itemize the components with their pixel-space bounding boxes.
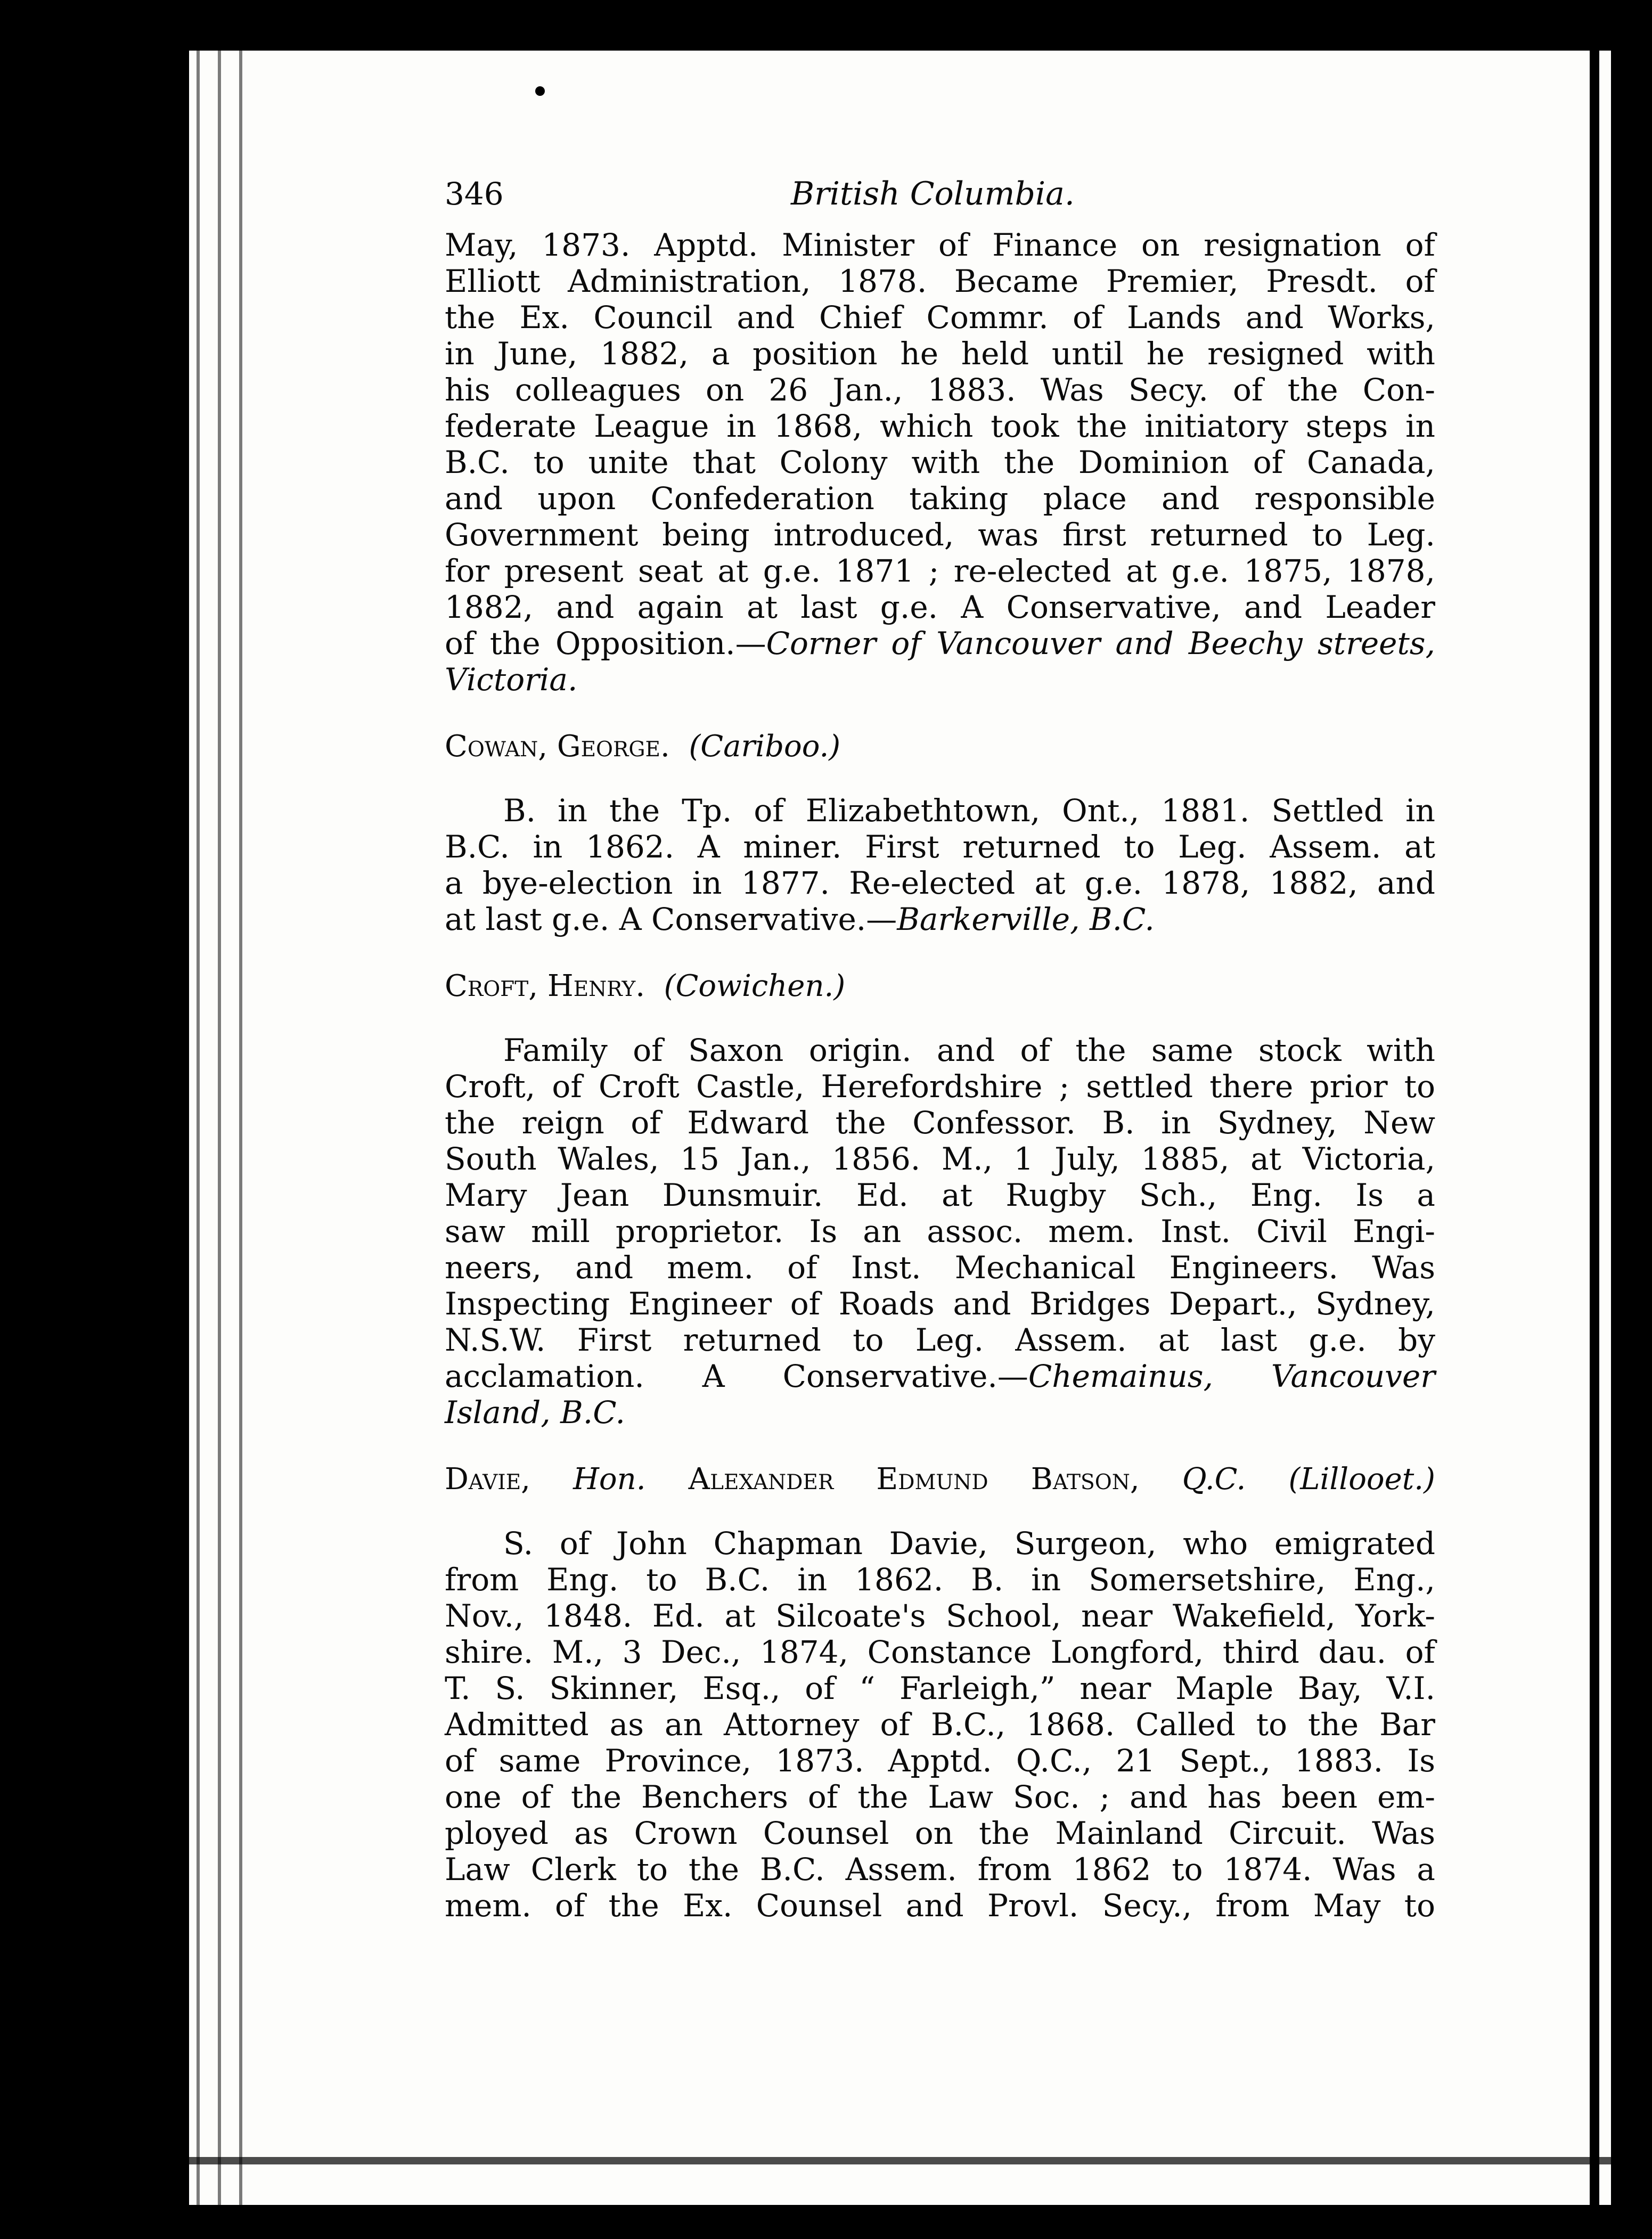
text-line: and upon Confederation taking place and responsible [445, 480, 1435, 517]
text-line: Mary Jean Dunsmuir. Ed. at Rugby Sch., Eng. Is a [445, 1177, 1435, 1213]
text-line [445, 1358, 1435, 1394]
text-line: South Wales, 15 Jan., 1856. M., 1 July, 1885, at Victoria, [445, 1141, 1435, 1177]
text-line: Inspecting Engineer of Roads and Bridges Depart., Sydney, [445, 1286, 1435, 1322]
text-line: shire. M., 3 Dec., 1874, Constance Longford, third dau. of [445, 1634, 1435, 1670]
address-italic: Island, B.C. [445, 1394, 625, 1431]
address-italic: Barkerville, B.C. [897, 901, 1155, 937]
continued-entry [445, 227, 1435, 698]
text-line: Family of Saxon origin. and of the same stock with [503, 1032, 1435, 1068]
entry-constituency: (Cariboo.) [689, 729, 841, 764]
entry-body-davie [445, 1525, 1435, 1924]
entry-constituency: (Lillooet.) [1288, 1462, 1435, 1497]
entry-name: Cowan, George. [445, 729, 670, 764]
entry-heading-davie [445, 1461, 1435, 1498]
address-italic: Corner of Vancouver and Beechy streets, [766, 625, 1435, 661]
text-line: 1882, and again at last g.e. A Conservative, and Leader [445, 589, 1435, 625]
entry-name: Davie, [445, 1462, 530, 1497]
line-plain: acclamation. A Conservative.— [445, 1358, 1028, 1394]
address-italic: Chemainus, Vancouver [1028, 1358, 1435, 1394]
text-line: in June, 1882, a position he held until he resigned with [445, 336, 1435, 372]
text-line: of same Province, 1873. Apptd. Q.C., 21 Sept., 1883. Is [445, 1743, 1435, 1779]
text-line: Admitted as an Attorney of B.C., 1868. Called to the Bar [445, 1706, 1435, 1743]
text-line: ployed as Crown Counsel on the Mainland Circuit. Was [445, 1815, 1435, 1851]
entry-name: Alexander Edmund Batson, [688, 1462, 1140, 1497]
address-italic: Victoria. [445, 661, 578, 698]
entry-body-cowan [445, 792, 1435, 937]
page-gutter [189, 51, 253, 2205]
text-line: B.C. to unite that Colony with the Dominion of Canada, [445, 444, 1435, 480]
text-line: Government being introduced, was first returned to Leg. [445, 517, 1435, 553]
text-line: Law Clerk to the B.C. Assem. from 1862 to 1874. Was a [445, 1851, 1435, 1887]
running-head [445, 176, 1435, 224]
entry-heading-cowan [445, 729, 1435, 765]
entry-honorific: Hon. [573, 1462, 646, 1497]
text-line [445, 901, 1435, 937]
text-line: Nov., 1848. Ed. at Silcoate's School, near Wakefield, York- [445, 1598, 1435, 1634]
bottom-page-edge [189, 2157, 1611, 2164]
text-line: one of the Benchers of the Law Soc. ; and has been em- [445, 1779, 1435, 1815]
page-text [445, 176, 1435, 1924]
right-page-edge [1590, 51, 1599, 2205]
text-line: the reign of Edward the Confessor. B. in Sydney, New [445, 1105, 1435, 1141]
text-line: S. of John Chapman Davie, Surgeon, who emigrated [503, 1525, 1435, 1562]
text-line: for present seat at g.e. 1871 ; re-elected at g.e. 1875, 1878, [445, 553, 1435, 589]
text-line: saw mill proprietor. Is an assoc. mem. Inst. Civil Engi- [445, 1213, 1435, 1249]
entry-constituency: (Cowichen.) [664, 969, 846, 1003]
running-title: British Columbia. [791, 175, 1075, 213]
text-line: mem. of the Ex. Counsel and Provl. Secy., from May to [445, 1887, 1435, 1924]
entry-qc: Q.C. [1182, 1462, 1246, 1497]
text-line: May, 1873. Apptd. Minister of Finance on resignation of [445, 227, 1435, 263]
entry-body-croft [445, 1032, 1435, 1431]
entry-heading-croft [445, 968, 1435, 1004]
text-line: N.S.W. First returned to Leg. Assem. at last g.e. by [445, 1322, 1435, 1358]
text-line: federate League in 1868, which took the initiatory steps in [445, 408, 1435, 444]
line-plain: of the Opposition.— [445, 625, 766, 661]
text-line: from Eng. to B.C. in 1862. B. in Somersetshire, Eng., [445, 1562, 1435, 1598]
ink-dot [535, 86, 545, 96]
text-line: the Ex. Council and Chief Commr. of Lands and Works, [445, 299, 1435, 336]
text-line: a bye-election in 1877. Re-elected at g.e. 1878, 1882, and [445, 865, 1435, 901]
line-plain: at last g.e. A Conservative.— [445, 901, 897, 937]
text-line: his colleagues on 26 Jan., 1883. Was Secy. of the Con- [445, 372, 1435, 408]
text-line: T. S. Skinner, Esq., of “ Farleigh,” near Maple Bay, V.I. [445, 1670, 1435, 1706]
text-line: Elliott Administration, 1878. Became Premier, Presdt. of [445, 263, 1435, 299]
page-number: 346 [445, 176, 504, 212]
text-line: neers, and mem. of Inst. Mechanical Engineers. Was [445, 1249, 1435, 1286]
text-line [445, 625, 1435, 661]
entry-name: Croft, Henry. [445, 969, 645, 1003]
text-line: B.C. in 1862. A miner. First returned to Leg. Assem. at [445, 829, 1435, 865]
text-line: Croft, of Croft Castle, Herefordshire ; settled there prior to [445, 1068, 1435, 1105]
text-line: B. in the Tp. of Elizabethtown, Ont., 1881. Settled in [503, 792, 1435, 829]
